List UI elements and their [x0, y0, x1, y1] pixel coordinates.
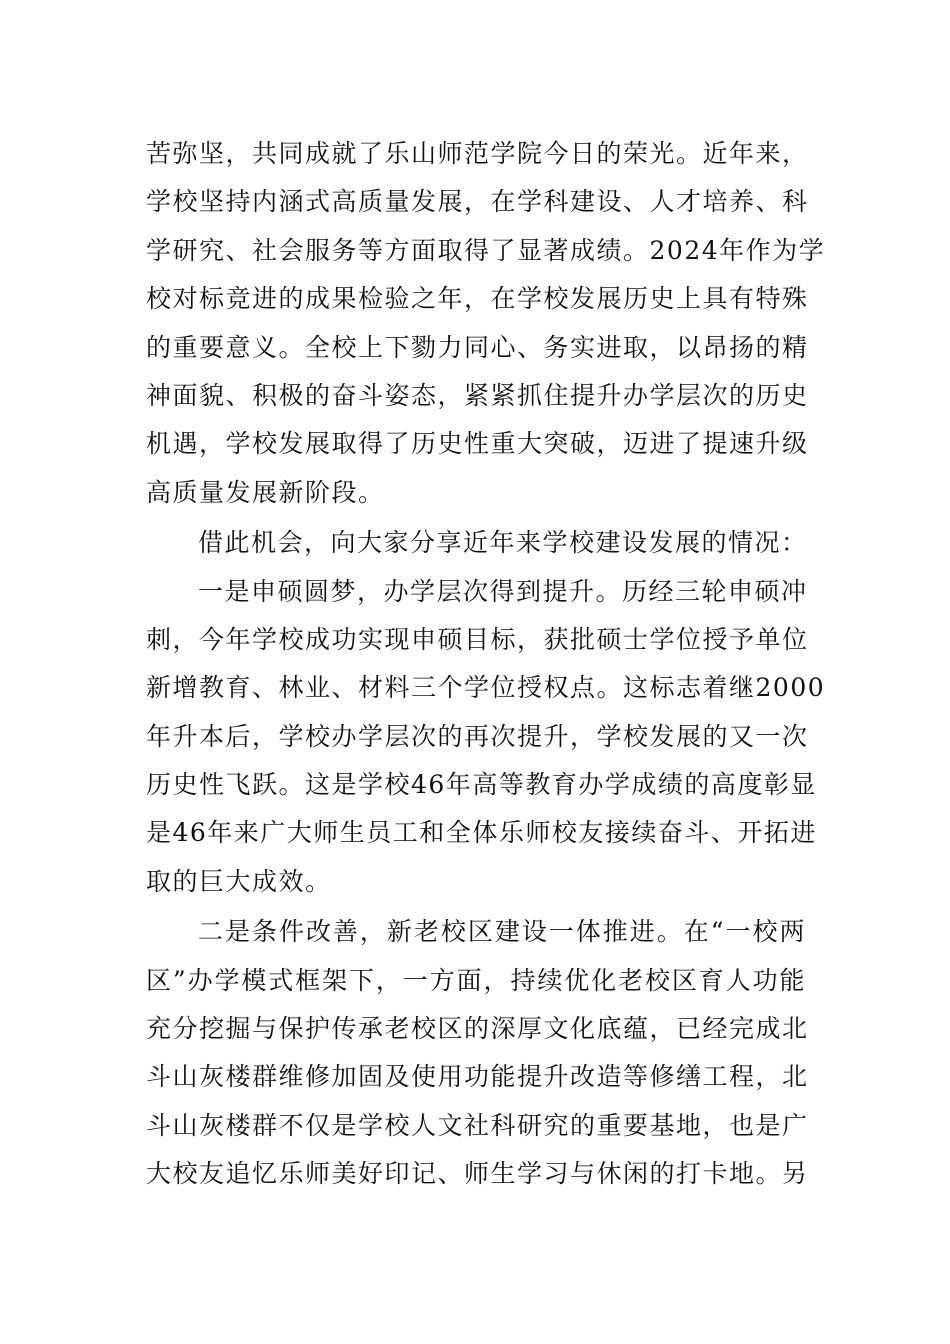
text-line: 学研究、社会服务等方面取得了显著成绩。2024年作为学 — [146, 235, 826, 265]
paragraph — [146, 130, 826, 517]
text-line: 大校友追忆乐师美好印记、师生学习与休闲的打卡地。另 — [146, 1159, 809, 1189]
paragraph — [146, 568, 826, 907]
text-line: 斗山灰楼群不仅是学校人文社科研究的重要基地，也是广 — [146, 1110, 809, 1140]
text-line: 刺，今年学校成功实现申硕目标，获批硕士学位授予单位 — [146, 624, 809, 654]
text-line: 高质量发展新阶段。 — [146, 477, 385, 507]
text-line: 是46年来广大师生员工和全体乐师校友接续奋斗、开拓进 — [146, 818, 817, 848]
text-line: 新增教育、林业、材料三个学位授权点。这标志着继2000 — [146, 673, 826, 703]
text-line: 斗山灰楼群维修加固及使用功能提升改造等修缮工程，北 — [146, 1062, 809, 1092]
text-line: 充分挖掘与保护传承老校区的深厚文化底蕴，已经完成北 — [146, 1014, 809, 1044]
text-line: 年升本后，学校办学层次的再次提升，学校发展的又一次 — [146, 721, 809, 751]
text-line: 校对标竞进的成果检验之年，在学校发展历史上具有特殊 — [146, 284, 809, 314]
text-line: 借此机会，向大家分享近年来学校建设发展的情况： — [198, 528, 808, 558]
text-line: 苦弥坚，共同成就了乐山师范学院今日的荣光。近年来， — [146, 139, 809, 168]
text-line: 区”办学模式框架下，一方面，持续优化老校区育人功能 — [146, 965, 806, 995]
paragraph — [146, 519, 806, 567]
text-line: 的重要意义。全校上下勠力同心、务实进取，以昂扬的精 — [146, 332, 809, 362]
text-line: 机遇，学校发展取得了历史性重大突破，迈进了提速升级 — [146, 429, 809, 459]
text-line: 神面貌、积极的奋斗姿态，紧紧抓住提升办学层次的历史 — [146, 380, 809, 410]
document-page — [146, 130, 826, 1199]
text-line: 一是申硕圆梦，办学层次得到提升。历经三轮申硕冲 — [198, 576, 808, 606]
text-line: 学校坚持内涵式高质量发展，在学科建设、人才培养、科 — [146, 187, 809, 217]
text-line: 历史性飞跃。这是学校46年高等教育办学成绩的高度彰显 — [146, 770, 817, 800]
text-line: 取的巨大成效。 — [146, 866, 332, 896]
text-line: 二是条件改善，新老校区建设一体推进。在“一校两 — [198, 917, 806, 947]
paragraph — [146, 908, 809, 1198]
